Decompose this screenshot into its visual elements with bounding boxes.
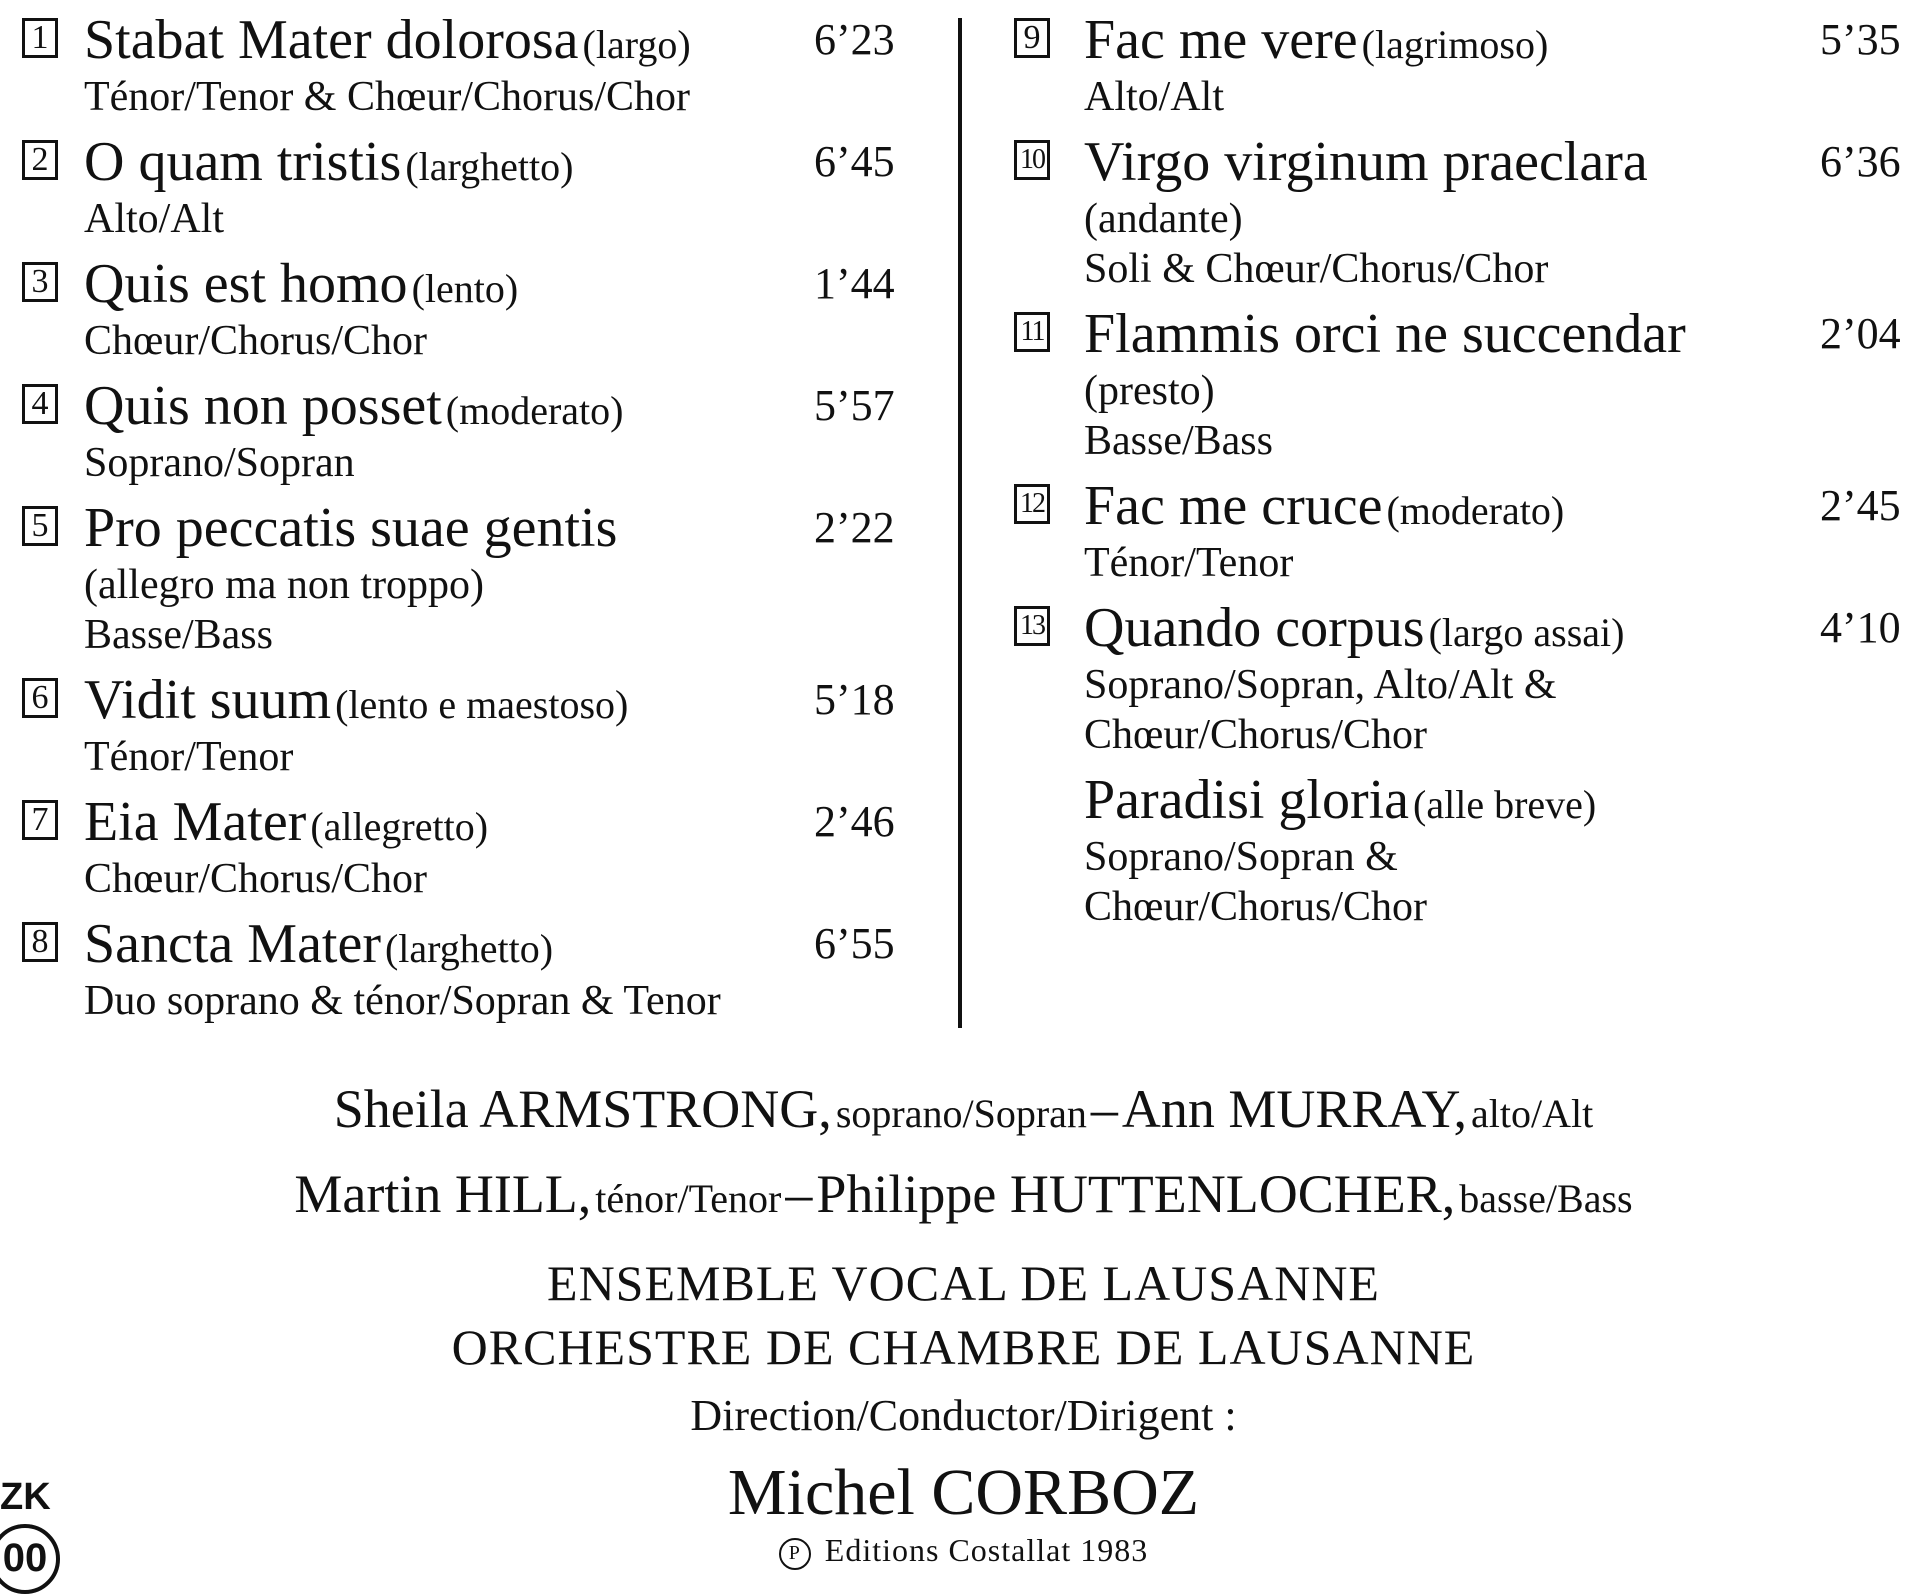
track-title: Quis est homo — [84, 253, 408, 315]
track-number: 1 — [22, 18, 58, 58]
track-title: Virgo virginum praeclara — [1084, 131, 1648, 193]
track-performers: Alto/Alt — [84, 196, 225, 242]
soloist-role: alto/Alt — [1471, 1091, 1594, 1136]
track-title: Fac me cruce — [1084, 475, 1383, 537]
track-number: 7 — [22, 800, 58, 840]
track-number: 4 — [22, 384, 58, 424]
track-performers: Ténor/Tenor — [1084, 540, 1294, 586]
copyright-line — [0, 1532, 1927, 1570]
track-number: 3 — [22, 262, 58, 302]
separator-dash: – — [785, 1164, 813, 1224]
track-title: Quis non posset — [84, 375, 442, 437]
track-title: Quando corpus — [1084, 597, 1425, 659]
track-tempo: (larghetto) — [384, 926, 554, 971]
catalog-prefix: ZK — [0, 1476, 51, 1518]
track-duration: 2’04 — [1820, 309, 1901, 358]
track-duration: 1’44 — [814, 259, 895, 308]
track-number: 12 — [1014, 484, 1050, 524]
track-title-line — [84, 668, 628, 732]
track-title: Pro peccatis suae gentis — [84, 497, 618, 559]
track-title-line — [84, 130, 573, 194]
soloist-name: Ann MURRAY, — [1121, 1079, 1468, 1139]
track-tempo: (largo assai) — [1428, 610, 1625, 655]
track-duration: 5’18 — [814, 675, 895, 724]
track-performers: (allegro ma non troppo) — [84, 562, 485, 608]
track-tempo: (lento) — [411, 266, 519, 311]
track-performers: Soprano/Sopran & — [1084, 834, 1398, 880]
track-duration: 6’55 — [814, 919, 895, 968]
track-performers: Ténor/Tenor — [84, 734, 294, 780]
track-performers: Chœur/Chorus/Chor — [84, 318, 428, 364]
track-title: Eia Mater — [84, 791, 307, 853]
track-title-line — [84, 790, 488, 854]
track-performers: Chœur/Chorus/Chor — [1084, 884, 1428, 930]
track-duration: 5’35 — [1820, 15, 1901, 64]
track-tempo: (lento e maestoso) — [335, 682, 629, 727]
soloist-name: Martin HILL, — [294, 1164, 592, 1224]
soloist-role: ténor/Tenor — [595, 1176, 782, 1221]
track-performers: Soprano/Sopran, Alto/Alt & — [1084, 662, 1557, 708]
track-title-line — [1084, 130, 1648, 194]
track-duration: 2’45 — [1820, 481, 1901, 530]
track-tempo: (alle breve) — [1413, 782, 1597, 827]
track-title-line — [1084, 768, 1596, 832]
track-number: 10 — [1014, 140, 1050, 180]
track-title: O quam tristis — [84, 131, 402, 193]
track-performers: Ténor/Tenor & Chœur/Chorus/Chor — [84, 74, 690, 120]
track-title: Fac me vere — [1084, 9, 1358, 71]
track-title: Flammis orci ne succendar — [1084, 303, 1686, 365]
column-divider — [958, 18, 962, 1028]
track-number: 5 — [22, 506, 58, 546]
track-tempo: (moderato) — [1386, 488, 1565, 533]
track-title-line — [84, 496, 617, 560]
track-title-line — [1084, 596, 1624, 660]
track-performers: Basse/Bass — [84, 612, 273, 658]
track-number: 13 — [1014, 606, 1050, 646]
copyright-text: Editions Costallat 1983 — [824, 1532, 1149, 1568]
track-title-line — [84, 252, 518, 316]
track-performers: Alto/Alt — [1084, 74, 1225, 120]
track-number: 11 — [1014, 312, 1050, 352]
track-title-line — [84, 8, 691, 72]
track-performers: Duo soprano & ténor/Sopran & Tenor — [84, 978, 721, 1024]
orchestra-name: ORCHESTRE DE CHAMBRE DE LAUSANNE — [451, 1319, 1476, 1375]
track-number: 8 — [22, 922, 58, 962]
soloist-role: basse/Bass — [1459, 1176, 1633, 1221]
track-number: 9 — [1014, 18, 1050, 58]
track-tempo: (moderato) — [445, 388, 624, 433]
track-performers: (presto) — [1084, 368, 1215, 414]
track-title: Stabat Mater dolorosa — [84, 9, 579, 71]
track-tempo: (largo) — [582, 22, 691, 67]
soloist-name: Philippe HUTTENLOCHER, — [816, 1164, 1456, 1224]
soloist-name: Sheila ARMSTRONG, — [333, 1079, 832, 1139]
track-title-line — [84, 374, 624, 438]
track-duration: 6’45 — [814, 137, 895, 186]
track-duration: 2’22 — [814, 503, 895, 552]
track-duration: 4’10 — [1820, 603, 1901, 652]
track-title-line — [1084, 8, 1548, 72]
track-duration: 6’36 — [1820, 137, 1901, 186]
soloists-line-2 — [0, 1163, 1927, 1225]
track-performers: (andante) — [1084, 196, 1243, 242]
track-tempo: (lagrimoso) — [1361, 22, 1549, 67]
ensemble-name: ENSEMBLE VOCAL DE LAUSANNE — [547, 1255, 1380, 1311]
track-title-line — [84, 912, 553, 976]
disc-badge-icon: 00 — [0, 1524, 60, 1594]
track-performers: Chœur/Chorus/Chor — [84, 856, 428, 902]
track-title: Paradisi gloria — [1084, 769, 1410, 831]
track-duration: 5’57 — [814, 381, 895, 430]
track-number: 6 — [22, 678, 58, 718]
track-performers: Basse/Bass — [1084, 418, 1273, 464]
track-performers: Chœur/Chorus/Chor — [1084, 712, 1428, 758]
soloist-role: soprano/Sopran — [835, 1091, 1087, 1136]
track-title-line — [1084, 302, 1686, 366]
conductor-label: Direction/Conductor/Dirigent : — [690, 1391, 1237, 1440]
separator-dash: – — [1090, 1079, 1118, 1139]
track-tempo: (allegretto) — [310, 804, 489, 849]
track-tempo: (larghetto) — [405, 144, 574, 189]
track-number: 2 — [22, 140, 58, 180]
track-title: Sancta Mater — [84, 913, 381, 975]
track-title: Vidit suum — [84, 669, 332, 731]
track-duration: 6’23 — [814, 15, 895, 64]
track-duration: 2’46 — [814, 797, 895, 846]
conductor-name: Michel CORBOZ — [727, 1456, 1200, 1529]
track-title-line — [1084, 474, 1564, 538]
soloists-line-1 — [0, 1078, 1927, 1140]
phonogram-icon: P — [779, 1538, 811, 1570]
track-performers: Soli & Chœur/Chorus/Chor — [1084, 246, 1549, 292]
track-performers: Soprano/Sopran — [84, 440, 355, 486]
